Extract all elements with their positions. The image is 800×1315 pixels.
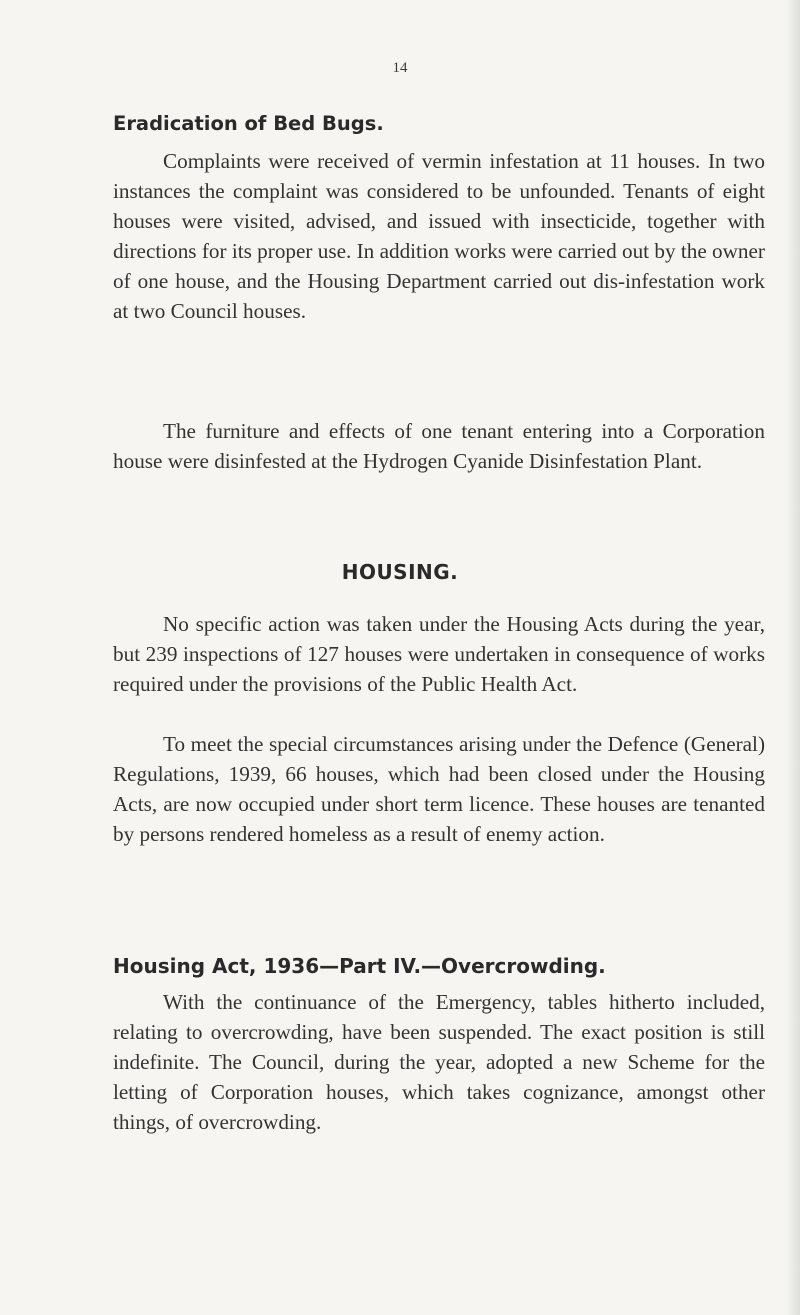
section-heading-housing: HOUSING. (341, 560, 459, 584)
paragraph-defence-regulations: To meet the special circumstances arising under the Defence (General) Regulations, 1939, 66 houses, which had been closed under the Housing Acts, are now occupied under short term licence. These houses are tenanted by persons rendered homeless as a result of enemy action. (113, 732, 765, 846)
paragraph-furniture-disinfestation: The furniture and effects of one tenant entering into a Corporation house were disinfested at the Hydrogen Cyanide Disinfestation Plant. (113, 419, 765, 473)
paragraph-overcrowding: With the continuance of the Emergency, tables hitherto included, relating to overcrowding, have been suspended. The exact position is still indefinite. The Council, during the year, adopted a new Scheme for the letting of Corporation houses, which takes cognizance, amongst other things, of overcrowding. (113, 990, 765, 1134)
paragraph-housing-acts: No specific action was taken under the Housing Acts during the year, but 239 inspections of 127 houses were undertaken in consequence of works required under the provisions of the Public Health Act. (113, 612, 765, 696)
section-heading-bed-bugs: Eradication of Bed Bugs. (113, 112, 384, 135)
paragraph-complaints: Complaints were received of vermin infestation at 11 houses. In two instances the complaint was considered to be unfounded. Tenants of eight houses were visited, advised, and issued with insecticide, together with directions for its proper use. In addition works were carried out by the owner of one house, and the Housing Department carried out dis-infestation work at two Council houses. (113, 149, 765, 323)
page-number: 14 (392, 60, 408, 76)
page-edge-shadow (786, 0, 800, 1315)
section-heading-overcrowding: Housing Act, 1936—Part IV.—Overcrowding. (113, 954, 606, 978)
